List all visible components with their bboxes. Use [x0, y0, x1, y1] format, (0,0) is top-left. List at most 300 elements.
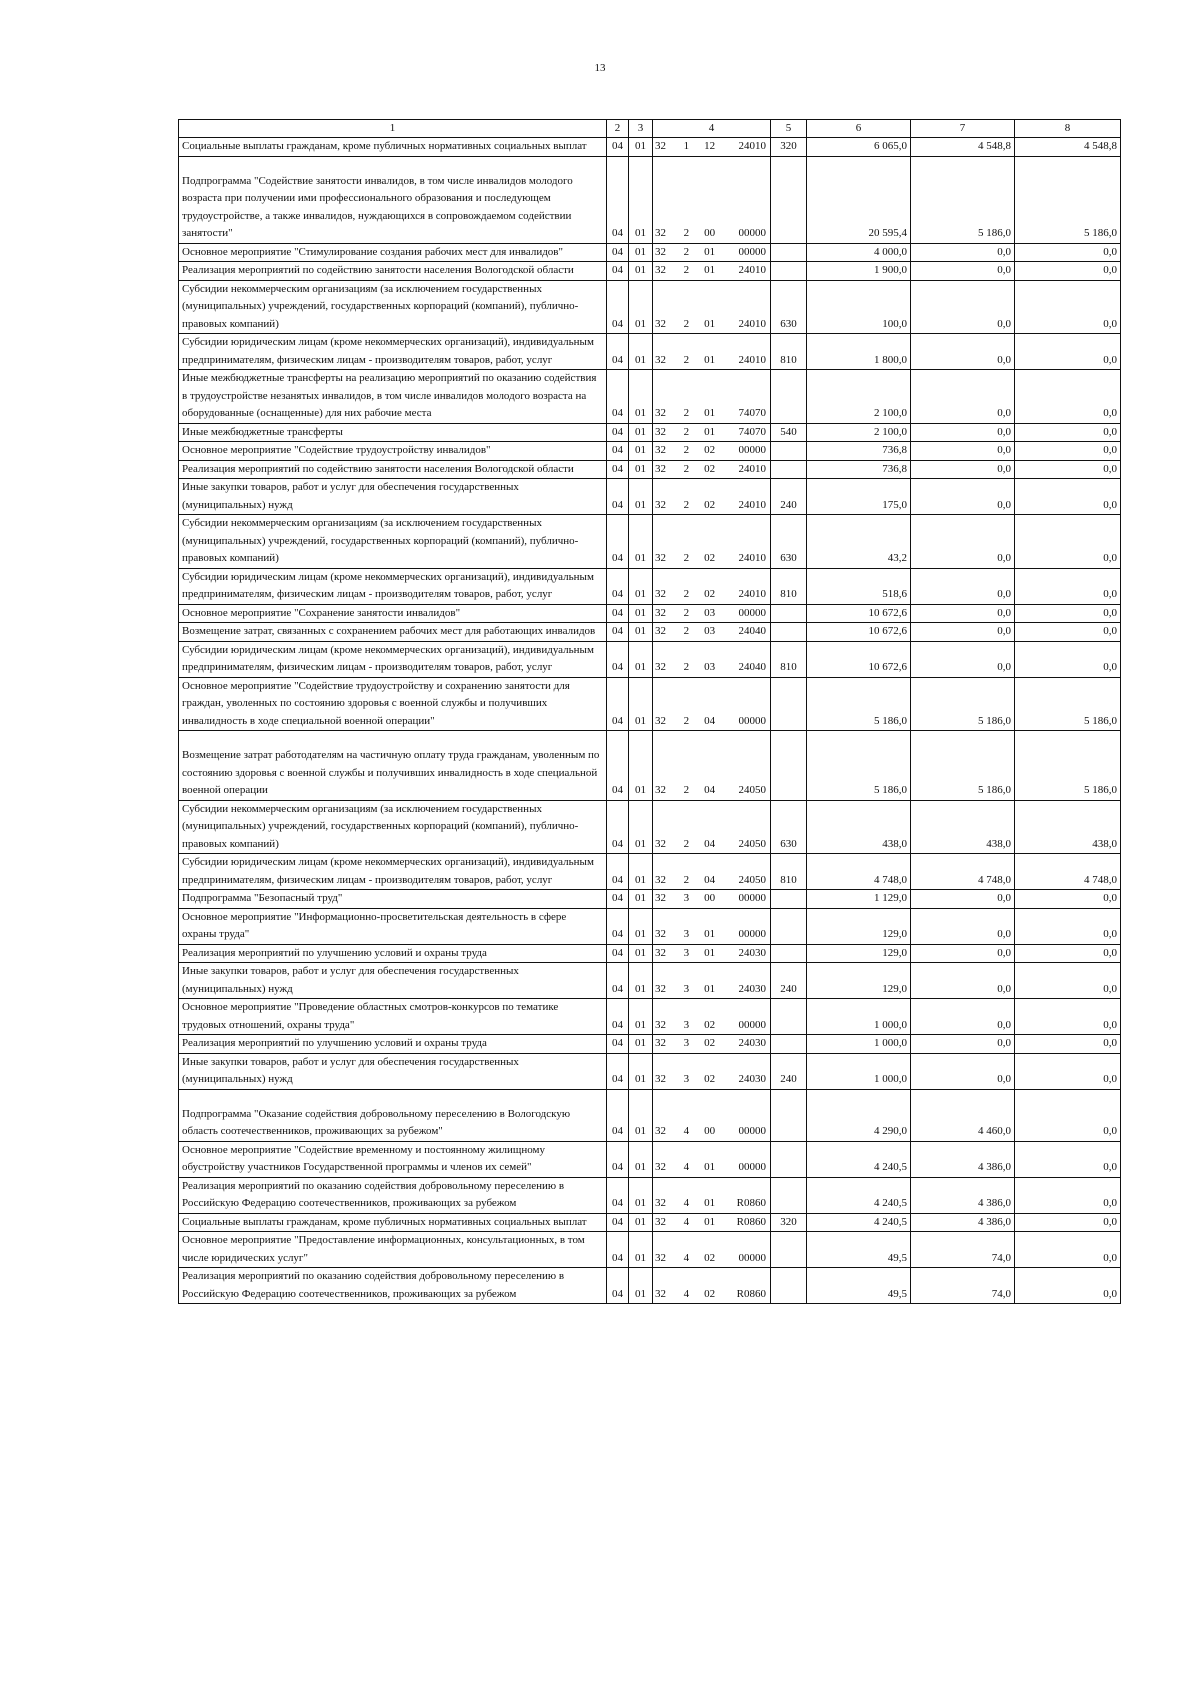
target-article-part: 00000 — [738, 928, 766, 940]
target-article-part: 2 — [683, 837, 690, 850]
amount-cell-col6: 1 000,0 — [807, 1035, 911, 1054]
subsection-code-cell: 01 — [629, 1177, 653, 1213]
target-article-part: 74070 — [738, 407, 766, 419]
target-article-code — [653, 461, 770, 479]
amount-cell-col8: 0,0 — [1015, 1035, 1121, 1054]
target-article-part: 24040 — [738, 661, 766, 673]
table-row — [179, 890, 1121, 909]
amount-cell-col8: 0,0 — [1015, 1141, 1121, 1177]
target-article-cell — [653, 1053, 771, 1089]
target-article-part: 24050 — [738, 873, 766, 886]
subsection-code-cell: 01 — [629, 1213, 653, 1232]
target-article-part: 4 — [683, 1161, 690, 1173]
row-name-cell: Подпрограмма "Содействие занятости инвалидов, в том числе инвалидов молодого возраста при получении ими профессионального образования и последующем трудоустройстве, а также инвалидов, нуждающихся в сопровождаемом содействии занятости" — [179, 156, 607, 243]
target-article-cell — [653, 262, 771, 281]
subsection-code-cell: 01 — [629, 479, 653, 515]
target-article-part: 3 — [683, 1073, 690, 1085]
target-article-part: 03 — [704, 661, 716, 673]
target-article-part: 32 — [655, 1125, 666, 1137]
table-row — [179, 800, 1121, 854]
amount-cell-col6: 6 065,0 — [807, 138, 911, 157]
row-name-cell: Основное мероприятие "Стимулирование создания рабочих мест для инвалидов" — [179, 243, 607, 262]
section-code-cell: 04 — [607, 1177, 629, 1213]
row-name-cell: Основное мероприятие "Содействие трудоустройству инвалидов" — [179, 442, 607, 461]
target-article-part: 2 — [683, 714, 690, 727]
target-article-part: 2 — [683, 661, 690, 673]
target-article-part: 2 — [683, 407, 690, 419]
target-article-part: 2 — [683, 462, 690, 475]
amount-cell-col7: 0,0 — [911, 604, 1015, 623]
table-row — [179, 568, 1121, 604]
amount-cell-col7: 4 386,0 — [911, 1213, 1015, 1232]
table-row — [179, 854, 1121, 890]
target-article-part: 2 — [683, 353, 690, 366]
target-article-part: 00 — [704, 892, 716, 904]
subsection-code-cell: 01 — [629, 156, 653, 243]
section-code-cell: 04 — [607, 138, 629, 157]
section-code-cell: 04 — [607, 1089, 629, 1141]
target-article-part: 00 — [704, 227, 716, 239]
subsection-code-cell: 01 — [629, 370, 653, 424]
amount-cell-col7: 4 386,0 — [911, 1177, 1015, 1213]
target-article-part: 00 — [704, 1125, 716, 1137]
row-name-cell: Социальные выплаты гражданам, кроме публичных нормативных социальных выплат — [179, 1213, 607, 1232]
amount-cell-col6: 49,5 — [807, 1268, 911, 1304]
row-name-cell: Подпрограмма "Оказание содействия добровольному переселению в Вологодскую область соотечественников, проживающих за рубежом" — [179, 1089, 607, 1141]
target-article-part: 01 — [704, 264, 716, 276]
amount-cell-col8: 4 548,8 — [1015, 138, 1121, 157]
table-row — [179, 623, 1121, 642]
target-article-part: 4 — [683, 1287, 690, 1300]
row-name-cell: Социальные выплаты гражданам, кроме публичных нормативных социальных выплат — [179, 138, 607, 157]
amount-cell-col8: 0,0 — [1015, 280, 1121, 334]
target-article-cell — [653, 423, 771, 442]
amount-cell-col6: 1 000,0 — [807, 1053, 911, 1089]
target-article-part: 24010 — [738, 140, 766, 152]
target-article-part: 32 — [655, 227, 666, 239]
table-row — [179, 641, 1121, 677]
target-article-code — [653, 872, 770, 890]
amount-cell-col6: 4 240,5 — [807, 1141, 911, 1177]
amount-cell-col7: 0,0 — [911, 623, 1015, 642]
target-article-part: 04 — [704, 784, 716, 796]
column-header-8: 8 — [1015, 120, 1121, 138]
table-row — [179, 1213, 1121, 1232]
row-name-cell: Основное мероприятие "Предоставление информационных, консультационных, в том числе юридических услуг" — [179, 1232, 607, 1268]
subsection-code-cell: 01 — [629, 1232, 653, 1268]
target-article-part: 03 — [704, 625, 716, 637]
row-name-cell: Реализация мероприятий по содействию занятости населения Вологодской области — [179, 460, 607, 479]
target-article-cell — [653, 156, 771, 243]
amount-cell-col6: 1 800,0 — [807, 334, 911, 370]
target-article-part: 04 — [704, 837, 716, 850]
expense-type-cell — [771, 731, 807, 801]
target-article-part: 4 — [683, 1125, 690, 1137]
amount-cell-col8: 5 186,0 — [1015, 156, 1121, 243]
amount-cell-col8: 0,0 — [1015, 479, 1121, 515]
target-article-part: 32 — [655, 661, 666, 673]
target-article-cell — [653, 1177, 771, 1213]
target-article-part: 32 — [655, 1161, 666, 1173]
target-article-part: 32 — [655, 892, 666, 904]
target-article-cell — [653, 1268, 771, 1304]
section-code-cell: 04 — [607, 604, 629, 623]
table-row — [179, 604, 1121, 623]
target-article-part: 32 — [655, 1037, 666, 1049]
table-row — [179, 1177, 1121, 1213]
target-article-part: 24050 — [738, 784, 766, 796]
target-article-part: 00000 — [738, 1161, 766, 1173]
target-article-code — [653, 586, 770, 604]
target-article-part: 2 — [683, 245, 690, 258]
target-article-part: 02 — [704, 498, 716, 511]
target-article-part: 00000 — [738, 714, 766, 727]
target-article-code — [653, 605, 770, 623]
amount-cell-col8: 0,0 — [1015, 623, 1121, 642]
target-article-code — [653, 713, 770, 731]
target-article-part: 24010 — [738, 264, 766, 276]
target-article-cell — [653, 1089, 771, 1141]
amount-cell-col7: 0,0 — [911, 999, 1015, 1035]
target-article-part: 32 — [655, 946, 666, 959]
target-article-code — [653, 1250, 770, 1268]
target-article-part: 01 — [704, 353, 716, 366]
budget-table — [178, 119, 1121, 1304]
section-code-cell: 04 — [607, 999, 629, 1035]
target-article-part: 24010 — [738, 317, 766, 330]
amount-cell-col7: 5 186,0 — [911, 677, 1015, 731]
amount-cell-col6: 4 748,0 — [807, 854, 911, 890]
amount-cell-col8: 0,0 — [1015, 1213, 1121, 1232]
target-article-part: 4 — [683, 1197, 690, 1209]
target-article-part: 2 — [683, 552, 690, 564]
section-code-cell: 04 — [607, 963, 629, 999]
amount-cell-col6: 1 000,0 — [807, 999, 911, 1035]
subsection-code-cell: 01 — [629, 999, 653, 1035]
row-name-cell: Иные закупки товаров, работ и услуг для обеспечения государственных (муниципальных) нужд — [179, 963, 607, 999]
target-article-cell — [653, 1035, 771, 1054]
amount-cell-col7: 438,0 — [911, 800, 1015, 854]
target-article-part: 2 — [683, 444, 690, 456]
target-article-part: 32 — [655, 462, 666, 475]
target-article-part: 24010 — [738, 588, 766, 600]
expense-type-cell — [771, 999, 807, 1035]
target-article-part: 32 — [655, 606, 666, 619]
target-article-part: 32 — [655, 498, 666, 511]
target-article-part: R0860 — [736, 1197, 766, 1209]
subsection-code-cell: 01 — [629, 1053, 653, 1089]
target-article-part: 02 — [704, 588, 716, 600]
amount-cell-col6: 4 240,5 — [807, 1213, 911, 1232]
target-article-part: 2 — [683, 264, 690, 276]
target-article-cell — [653, 568, 771, 604]
target-article-part: 32 — [655, 264, 666, 276]
target-article-cell — [653, 1213, 771, 1232]
section-code-cell: 04 — [607, 370, 629, 424]
target-article-code — [653, 1195, 770, 1213]
target-article-cell — [653, 280, 771, 334]
table-row — [179, 944, 1121, 963]
row-name-cell: Основное мероприятие "Информационно-просветительская деятельность в сфере охраны труда" — [179, 908, 607, 944]
target-article-part: 2 — [683, 425, 690, 438]
target-article-part: 3 — [683, 892, 690, 904]
amount-cell-col8: 0,0 — [1015, 423, 1121, 442]
target-article-part: 24010 — [738, 353, 766, 366]
amount-cell-col6: 175,0 — [807, 479, 911, 515]
amount-cell-col7: 4 460,0 — [911, 1089, 1015, 1141]
target-article-part: 02 — [704, 1073, 716, 1085]
section-code-cell: 04 — [607, 243, 629, 262]
target-article-code — [653, 442, 770, 460]
target-article-part: 12 — [704, 140, 716, 152]
target-article-code — [653, 1035, 770, 1053]
target-article-part: 24030 — [738, 946, 766, 959]
expense-type-cell: 240 — [771, 963, 807, 999]
expense-type-cell: 240 — [771, 479, 807, 515]
target-article-part: 2 — [683, 227, 690, 239]
target-article-part: 2 — [683, 588, 690, 600]
target-article-cell — [653, 604, 771, 623]
section-code-cell: 04 — [607, 1053, 629, 1089]
target-article-part: 01 — [704, 317, 716, 330]
target-article-code — [653, 225, 770, 243]
expense-type-cell — [771, 944, 807, 963]
row-name-cell: Субсидии некоммерческим организациям (за исключением государственных (муниципальных) учреждений, государственных корпораций (компаний), публично-правовых компаний) — [179, 280, 607, 334]
section-code-cell: 04 — [607, 1213, 629, 1232]
amount-cell-col7: 0,0 — [911, 370, 1015, 424]
subsection-code-cell: 01 — [629, 908, 653, 944]
expense-type-cell: 810 — [771, 334, 807, 370]
row-name-cell: Подпрограмма "Безопасный труд" — [179, 890, 607, 909]
subsection-code-cell: 01 — [629, 641, 653, 677]
row-name-cell: Возмещение затрат, связанных с сохранением рабочих мест для работающих инвалидов — [179, 623, 607, 642]
amount-cell-col6: 100,0 — [807, 280, 911, 334]
table-row — [179, 999, 1121, 1035]
section-code-cell: 04 — [607, 854, 629, 890]
amount-cell-col7: 0,0 — [911, 442, 1015, 461]
amount-cell-col8: 0,0 — [1015, 334, 1121, 370]
row-name-cell: Субсидии некоммерческим организациям (за исключением государственных (муниципальных) учреждений, государственных корпораций (компаний), публично-правовых компаний) — [179, 515, 607, 569]
table-row — [179, 1089, 1121, 1141]
amount-cell-col8: 5 186,0 — [1015, 731, 1121, 801]
expense-type-cell — [771, 442, 807, 461]
section-code-cell: 04 — [607, 731, 629, 801]
amount-cell-col7: 0,0 — [911, 243, 1015, 262]
expense-type-cell: 240 — [771, 1053, 807, 1089]
expense-type-cell: 810 — [771, 568, 807, 604]
amount-cell-col8: 0,0 — [1015, 890, 1121, 909]
target-article-part: 01 — [704, 407, 716, 419]
target-article-code — [653, 926, 770, 944]
target-article-part: 32 — [655, 552, 666, 564]
target-article-cell — [653, 641, 771, 677]
target-article-code — [653, 981, 770, 999]
expense-type-cell — [771, 243, 807, 262]
row-name-cell: Реализация мероприятий по улучшению условий и охраны труда — [179, 1035, 607, 1054]
target-article-part: 2 — [683, 498, 690, 511]
target-article-part: 32 — [655, 1073, 666, 1085]
target-article-part: 01 — [704, 1197, 716, 1209]
table-row — [179, 156, 1121, 243]
target-article-part: 24030 — [738, 982, 766, 995]
target-article-part: 24010 — [738, 498, 766, 511]
amount-cell-col8: 0,0 — [1015, 568, 1121, 604]
amount-cell-col7: 0,0 — [911, 963, 1015, 999]
amount-cell-col8: 0,0 — [1015, 370, 1121, 424]
expense-type-cell: 320 — [771, 1213, 807, 1232]
target-article-part: 01 — [704, 245, 716, 258]
target-article-part: 01 — [704, 1161, 716, 1173]
target-article-code — [653, 352, 770, 370]
target-article-code — [653, 782, 770, 800]
target-article-code — [653, 659, 770, 677]
target-article-part: 1 — [683, 140, 690, 152]
table-row — [179, 479, 1121, 515]
target-article-cell — [653, 908, 771, 944]
section-code-cell: 04 — [607, 262, 629, 281]
expense-type-cell: 630 — [771, 800, 807, 854]
subsection-code-cell: 01 — [629, 334, 653, 370]
target-article-part: 24010 — [738, 462, 766, 475]
table-row — [179, 908, 1121, 944]
target-article-part: 3 — [683, 1037, 690, 1049]
amount-cell-col7: 0,0 — [911, 262, 1015, 281]
target-article-code — [653, 1286, 770, 1304]
row-name-cell: Реализация мероприятий по улучшению условий и охраны труда — [179, 944, 607, 963]
target-article-code — [653, 1123, 770, 1141]
target-article-cell — [653, 243, 771, 262]
expense-type-cell — [771, 890, 807, 909]
target-article-part: 32 — [655, 245, 666, 258]
subsection-code-cell: 01 — [629, 1089, 653, 1141]
target-article-part: 32 — [655, 625, 666, 637]
subsection-code-cell: 01 — [629, 731, 653, 801]
subsection-code-cell: 01 — [629, 1035, 653, 1054]
section-code-cell: 04 — [607, 641, 629, 677]
target-article-part: 32 — [655, 140, 666, 152]
target-article-code — [653, 836, 770, 854]
target-article-part: 01 — [704, 946, 716, 959]
target-article-cell — [653, 1141, 771, 1177]
amount-cell-col8: 4 748,0 — [1015, 854, 1121, 890]
amount-cell-col8: 0,0 — [1015, 1268, 1121, 1304]
target-article-cell — [653, 370, 771, 424]
table-row — [179, 138, 1121, 157]
target-article-part: 32 — [655, 837, 666, 850]
target-article-part: R0860 — [736, 1287, 766, 1300]
row-name-cell: Реализация мероприятий по оказанию содействия добровольному переселению в Российскую Федерацию соотечественников, проживающих за рубежом — [179, 1177, 607, 1213]
expense-type-cell — [771, 156, 807, 243]
amount-cell-col6: 129,0 — [807, 944, 911, 963]
column-header-1: 1 — [179, 120, 607, 138]
target-article-part: 24030 — [738, 1073, 766, 1085]
subsection-code-cell: 01 — [629, 963, 653, 999]
expense-type-cell — [771, 1089, 807, 1141]
target-article-part: 01 — [704, 425, 716, 438]
amount-cell-col7: 0,0 — [911, 334, 1015, 370]
target-article-code — [653, 405, 770, 423]
target-article-part: 24010 — [738, 552, 766, 564]
target-article-part: 3 — [683, 946, 690, 959]
amount-cell-col6: 2 100,0 — [807, 423, 911, 442]
target-article-code — [653, 424, 770, 442]
target-article-part: 02 — [704, 1018, 716, 1031]
target-article-part: 01 — [704, 1215, 716, 1228]
expense-type-cell — [771, 1268, 807, 1304]
amount-cell-col7: 74,0 — [911, 1268, 1015, 1304]
subsection-code-cell: 01 — [629, 854, 653, 890]
table-row — [179, 370, 1121, 424]
target-article-code — [653, 550, 770, 568]
subsection-code-cell: 01 — [629, 1141, 653, 1177]
target-article-part: 3 — [683, 1018, 690, 1031]
subsection-code-cell: 01 — [629, 442, 653, 461]
section-code-cell: 04 — [607, 800, 629, 854]
amount-cell-col7: 4 548,8 — [911, 138, 1015, 157]
target-article-part: 32 — [655, 1251, 666, 1264]
target-article-part: 00000 — [738, 1018, 766, 1031]
amount-cell-col7: 0,0 — [911, 479, 1015, 515]
amount-cell-col8: 0,0 — [1015, 908, 1121, 944]
expense-type-cell — [771, 604, 807, 623]
target-article-code — [653, 497, 770, 515]
page-number: 13 — [594, 62, 606, 74]
column-header-3: 3 — [629, 120, 653, 138]
amount-cell-col8: 0,0 — [1015, 944, 1121, 963]
amount-cell-col7: 0,0 — [911, 908, 1015, 944]
amount-cell-col8: 0,0 — [1015, 641, 1121, 677]
target-article-part: 00000 — [738, 606, 766, 619]
amount-cell-col6: 129,0 — [807, 963, 911, 999]
section-code-cell: 04 — [607, 460, 629, 479]
target-article-part: 00000 — [738, 892, 766, 904]
amount-cell-col7: 4 748,0 — [911, 854, 1015, 890]
table-row — [179, 731, 1121, 801]
target-article-part: 32 — [655, 1197, 666, 1209]
subsection-code-cell: 01 — [629, 623, 653, 642]
target-article-cell — [653, 731, 771, 801]
amount-cell-col6: 43,2 — [807, 515, 911, 569]
amount-cell-col8: 0,0 — [1015, 999, 1121, 1035]
table-row — [179, 1053, 1121, 1089]
amount-cell-col7: 74,0 — [911, 1232, 1015, 1268]
amount-cell-col7: 5 186,0 — [911, 731, 1015, 801]
expense-type-cell: 630 — [771, 280, 807, 334]
section-code-cell: 04 — [607, 334, 629, 370]
target-article-part: 4 — [683, 1251, 690, 1264]
target-article-part: 01 — [704, 928, 716, 940]
expense-type-cell — [771, 370, 807, 424]
table-row — [179, 1141, 1121, 1177]
expense-type-cell: 810 — [771, 641, 807, 677]
target-article-part: 2 — [683, 606, 690, 619]
target-article-part: 24030 — [738, 1037, 766, 1049]
section-code-cell: 04 — [607, 479, 629, 515]
row-name-cell: Основное мероприятие "Сохранение занятости инвалидов" — [179, 604, 607, 623]
target-article-part: 03 — [704, 606, 716, 619]
target-article-part: 32 — [655, 928, 666, 940]
amount-cell-col7: 5 186,0 — [911, 156, 1015, 243]
expense-type-cell: 630 — [771, 515, 807, 569]
target-article-part: 32 — [655, 444, 666, 456]
row-name-cell: Основное мероприятие "Проведение областных смотров-конкурсов по тематике трудовых отношений, охраны труда" — [179, 999, 607, 1035]
amount-cell-col8: 0,0 — [1015, 963, 1121, 999]
target-article-part: 02 — [704, 444, 716, 456]
amount-cell-col8: 5 186,0 — [1015, 677, 1121, 731]
target-article-cell — [653, 334, 771, 370]
target-article-cell — [653, 890, 771, 909]
section-code-cell: 04 — [607, 1268, 629, 1304]
